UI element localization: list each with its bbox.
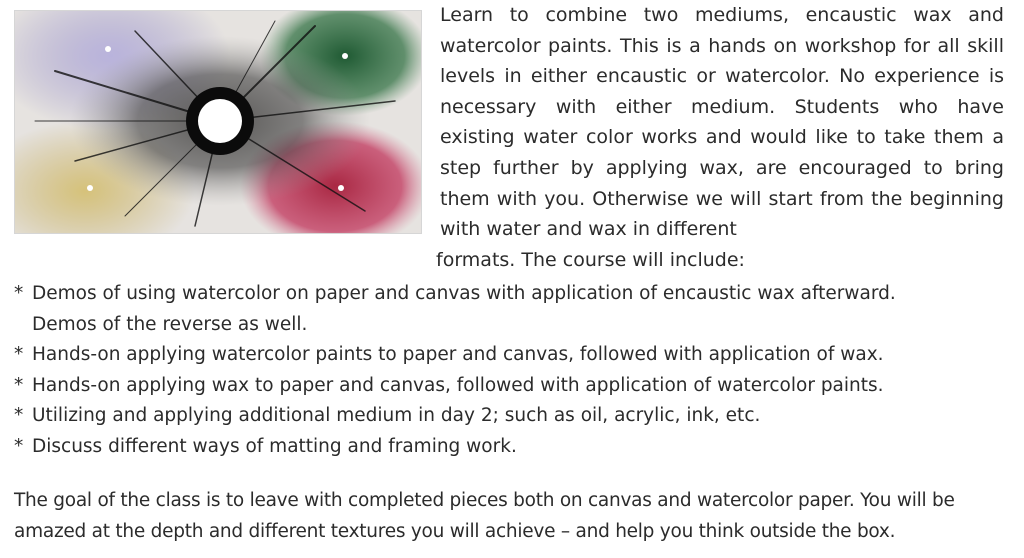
list-item: [14, 371, 1014, 402]
list-item: [14, 432, 1014, 463]
list-item-text: Hands-on applying wax to paper and canvas, followed with application of watercolor paints.: [32, 374, 884, 396]
intro-text: Learn to combine two mediums, encaustic wax and watercolor paints. This is a hands on workshop for all skill levels in either encaustic or watercolor. No experience is necessary with either medium. Students who have existing water color works and would like to take them a step further by applying wax, are encouraged to bring them with you. Otherwise we will start from the beginning with water and wax in different: [440, 4, 1004, 241]
bullet: *: [14, 374, 24, 396]
course-list: [14, 279, 1014, 462]
bullet: *: [14, 283, 24, 304]
intro-last-line: formats. The course will include:: [436, 248, 745, 271]
bullet: *: [14, 344, 24, 365]
list-item: [14, 401, 1014, 432]
bullet: *: [14, 435, 24, 457]
list-item-text: Utilizing and applying additional medium in day 2; such as oil, acrylic, ink, etc.: [32, 405, 761, 426]
list-item-text: Hands-on applying watercolor paints to paper and canvas, followed with application of wax.: [32, 344, 884, 365]
list-item: [14, 340, 1014, 371]
bullet: *: [14, 405, 24, 426]
intro-paragraph: [436, 0, 1004, 275]
list-item-text: Demos of using watercolor on paper and canvas with application of encaustic wax afterward.: [32, 283, 896, 304]
list-item-continuation: Demos of the reverse as well.: [32, 313, 308, 335]
list-item: [14, 279, 1014, 340]
splatter-painting-image: [14, 10, 422, 234]
goal-paragraph: The goal of the class is to leave with completed pieces both on canvas and watercolor paper. You will be amazed at the depth and different textures you will achieve – and help you think outside the box.: [14, 490, 955, 542]
list-item-text: Discuss different ways of matting and framing work.: [32, 435, 517, 457]
